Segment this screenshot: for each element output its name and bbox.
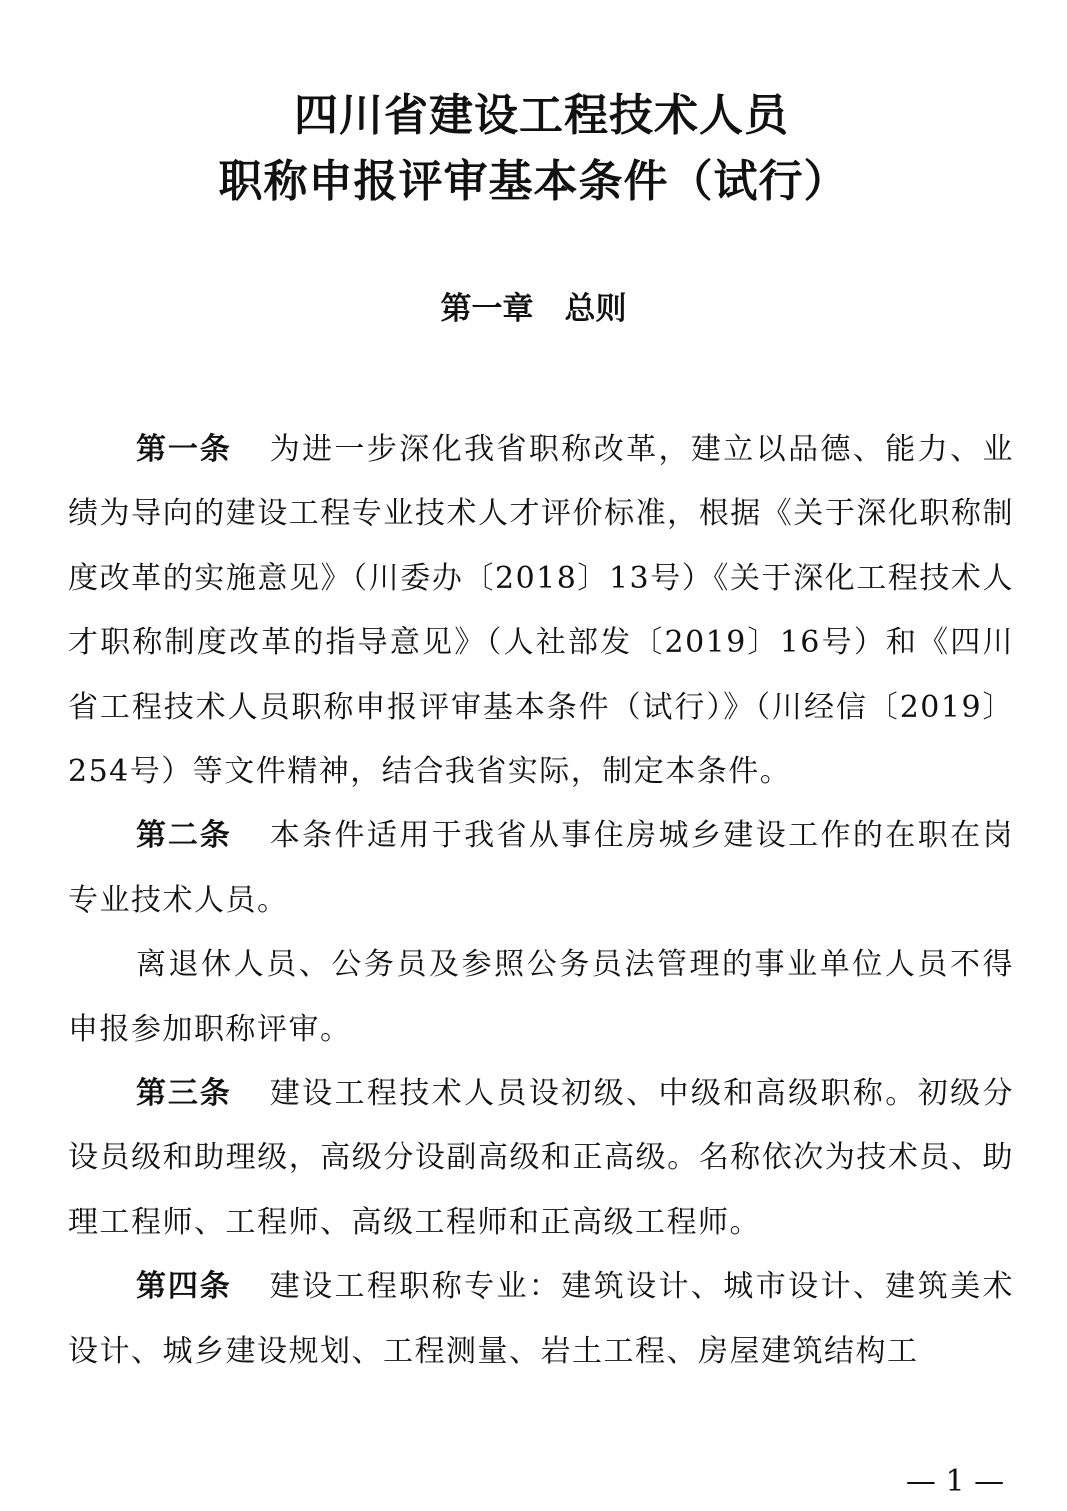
article-text: 建设工程职称专业：建筑设计、城市设计、建筑美术设计、城乡建设规划、工程测量、岩土工程、房屋建筑结构工 xyxy=(68,1269,1015,1369)
document-title-line-1: 四川省建设工程技术人员 xyxy=(294,90,789,141)
page-number: — 1 — xyxy=(905,1464,1005,1499)
article-text: 本条件适用于我省从事住房城乡建设工作的在职在岗专业技术人员。 xyxy=(68,818,1015,918)
article-text: 建设工程技术人员设初级、中级和高级职称。初级分设员级和助理级，高级分设副高级和正高级。名称依次为技术员、助理工程师、工程师、高级工程师和正高级工程师。 xyxy=(68,1076,1015,1240)
document-body xyxy=(68,418,1014,1384)
article-label: 第二条 xyxy=(136,818,232,854)
article-4 xyxy=(68,1255,1014,1384)
chapter-heading: 第一章 总则 xyxy=(440,291,627,327)
article-3 xyxy=(68,1062,1014,1255)
article-label: 第一条 xyxy=(136,432,232,467)
article-text: 离退休人员、公务员及参照公务员法管理的事业单位人员不得申报参加职称评审。 xyxy=(68,947,1014,1047)
article-label: 第四条 xyxy=(136,1269,232,1305)
article-1 xyxy=(68,418,1014,804)
article-label: 第三条 xyxy=(136,1076,232,1112)
document-title-line-2: 职称申报评审基本条件（试行） xyxy=(218,156,849,207)
article-text: 为进一步深化我省职称改革，建立以品德、能力、业绩为导向的建设工程专业技术人才评价标准，根据《关于深化职称制度改革的实施意见》（川委办〔2018〕13号）《关于深化工程技术人才职称制度改革的指导意见》（人社部发〔2019〕16号）和《四川省工程技术人员职称申报评审基本条件（试行）》（川经信〔2019〕254号）等文件精神，结合我省实际，制定本条件。 xyxy=(68,432,1015,790)
article-2 xyxy=(68,804,1014,933)
article-2-paragraph-2 xyxy=(68,933,1014,1062)
